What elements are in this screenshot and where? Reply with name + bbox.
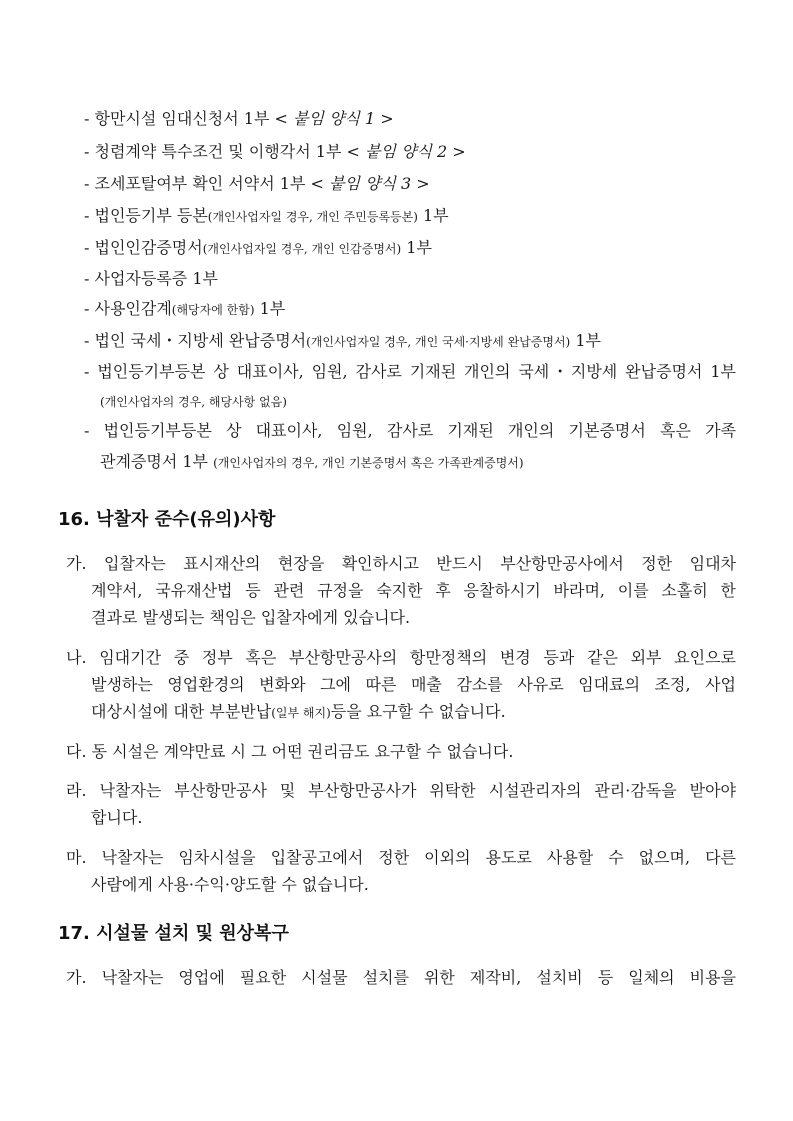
paragraph-line: 결과로 발생되는 책임은 입찰자에게 있습니다. [91, 608, 411, 627]
paragraph-line: 계약서, 국유재산법 등 관련 규정을 숙지한 후 응찰하시기 바라며, 이를 소홀히 한 [91, 581, 736, 600]
paragraph-line: 다. 동 시설은 계약만료 시 그 어떤 권리금도 요구할 수 없습니다. [66, 742, 514, 761]
section-heading: 16. 낙찰자 준수(유의)사항 [58, 509, 276, 530]
list-item: - 법인등기부 등본(개인사업자일 경우, 개인 주민등록등본) 1부 [84, 206, 449, 225]
section-heading: 17. 시설물 설치 및 원상복구 [58, 923, 289, 944]
paragraph-line: 대상시설에 대한 부분반납(일부 해지)등을 요구할 수 없습니다. [91, 702, 506, 721]
list-item: - 사용인감계(해당자에 한함) 1부 [84, 299, 286, 318]
list-item: - 청렴계약 특수조건 및 이행각서 1부 < 붙임 양식 2 > [84, 142, 466, 161]
list-item: - 법인등기부등본 상 대표이사, 임원, 감사로 기재된 개인의 기본증명서 혹은 가족 [84, 421, 736, 440]
paragraph-line: 가. 낙찰자는 영업에 필요한 시설물 설치를 위한 제작비, 설치비 등 일체의 비용을 [66, 968, 736, 987]
paragraph-line: 마. 낙찰자는 임차시설을 입찰공고에서 정한 이외의 용도로 사용할 수 없으며, 다른 [66, 848, 736, 867]
list-item: - 항만시설 임대신청서 1부 < 붙임 양식 1 > [84, 109, 394, 128]
paragraph-line: 사람에게 사용·수익·양도할 수 없습니다. [91, 875, 369, 894]
list-item: - 조세포탈여부 확인 서약서 1부 < 붙임 양식 3 > [84, 174, 430, 193]
list-item: - 법인인감증명서(개인사업자일 경우, 개인 인감증명서) 1부 [84, 238, 432, 257]
paragraph-line: 발생하는 영업환경의 변화와 그에 따른 매출 감소를 사유로 임대료의 조정, 사업 [91, 675, 736, 694]
paragraph-line: 나. 임대기간 중 정부 혹은 부산항만공사의 항만정책의 변경 등과 같은 외부 요인으로 [66, 648, 736, 667]
paragraph-line: 라. 낙찰자는 부산항만공사 및 부산항만공사가 위탁한 시설관리자의 관리·감독을 받아야 [66, 781, 736, 800]
list-item: - 사업자등록증 1부 [84, 269, 218, 288]
paragraph-line: 합니다. [91, 808, 143, 827]
list-item: - 법인등기부등본 상 대표이사, 임원, 감사로 기재된 개인의 국세・지방세 완납증명서 1부 [84, 362, 736, 381]
list-item-continuation: 관계증명서 1부 (개인사업자의 경우, 개인 기본증명서 혹은 가족관계증명서) [100, 452, 524, 471]
list-item-continuation: (개인사업자의 경우, 해당사항 없음) [100, 395, 287, 409]
list-item: - 법인 국세・지방세 완납증명서(개인사업자일 경우, 개인 국세·지방세 완납증명서) 1부 [84, 331, 601, 350]
paragraph-line: 가. 입찰자는 표시재산의 현장을 확인하시고 반드시 부산항만공사에서 정한 임대차 [66, 554, 736, 573]
